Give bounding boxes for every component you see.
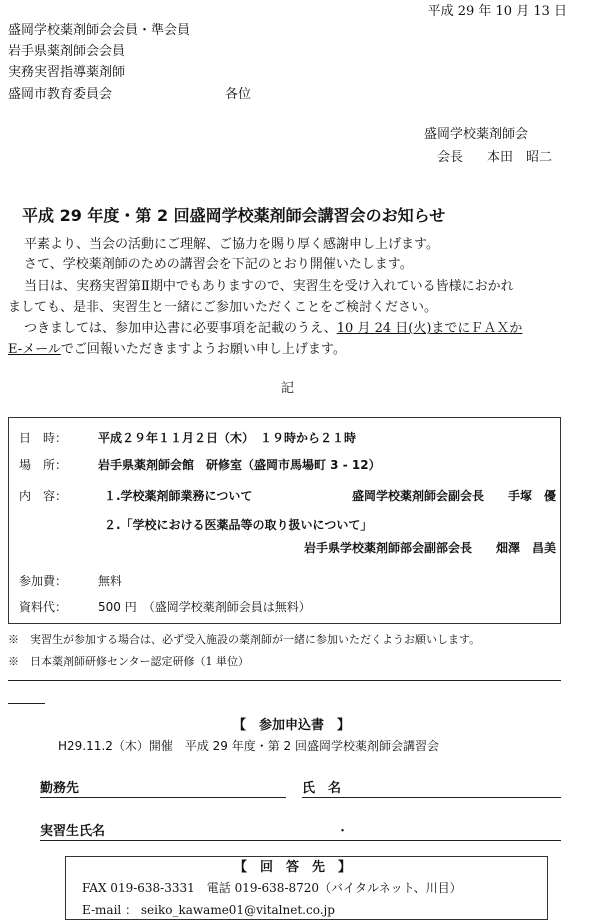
cut-line <box>8 680 561 681</box>
note-line: ※ 日本薬剤師研修センター認定研修（1 単位） <box>8 655 250 668</box>
body-text: つきましては、参加申込書に必要事項を記載のうえ、 <box>24 321 337 336</box>
body-paragraph: 平素より、当会の活動にご理解、ご協力を賜り厚く感謝申し上げます。 <box>24 237 439 252</box>
place-label: 場 所： <box>19 458 68 472</box>
trainee-name-label: 実習生氏名 <box>40 824 106 839</box>
name-label: 氏 名 <box>302 781 342 796</box>
cut-line-end <box>8 703 45 704</box>
sender-organization: 盛岡学校薬剤師会 <box>424 127 529 142</box>
place-value: 岩手県薬剤師会館 研修室（盛岡市馬場町 3 - 12） <box>98 458 381 472</box>
workplace-field[interactable] <box>40 797 286 798</box>
fee-value: 無料 <box>98 574 123 588</box>
content-item-1: １.学校薬剤師業務について <box>104 489 253 503</box>
document-date: 平成 29 年 10 月 13 日 <box>427 4 567 19</box>
reply-fax-line: FAX 019-638-3331 電話 019-638-8720（バイタルネット、川目） <box>82 881 462 895</box>
form-event-line: H29.11.2（木）開催 平成 29 年度・第 2 回盛岡学校薬剤師会講習会 <box>58 739 439 753</box>
sender-name: 本田 昭二 <box>487 150 553 165</box>
form-heading: 【 参加申込書 】 <box>233 718 351 733</box>
reply-heading: 【 回 答 先 】 <box>234 860 352 875</box>
reply-email-line: E-mail ： seiko_kawame01@vitalnet.co.jp <box>82 903 335 917</box>
date-value: 平成２９年１１月２日（木） １９時から２１時 <box>98 431 357 445</box>
document-title: 平成 29 年度・第 2 回盛岡学校薬剤師会講習会のお知らせ <box>22 206 446 225</box>
deadline-text: 10 月 24 日(火)までにＦＡＸか <box>336 321 523 336</box>
body-paragraph: 当日は、実務実習第Ⅱ期中でもありますので、実習生を受け入れている皆様におかれ <box>24 279 514 294</box>
body-paragraph: ましても、是非、実習生と一緒にご参加いただくことをご検討ください。 <box>8 300 438 315</box>
trainee-separator: ・ <box>336 824 350 839</box>
recipient-line: 盛岡学校薬剤師会会員・準会員 <box>8 23 191 38</box>
recipients-suffix: 各位 <box>225 87 252 102</box>
event-details-box <box>8 417 561 624</box>
material-value: 500 円 （盛岡学校薬剤師会員は無料） <box>98 600 311 614</box>
body-paragraph: さて、学校薬剤師のための講習会を下記のとおり開催いたします。 <box>24 257 413 272</box>
body-text: でご回報いただきますようお願い申し上げます。 <box>60 342 346 357</box>
email-method-text: E-メール <box>8 342 61 357</box>
date-label: 日 時： <box>19 431 68 445</box>
material-label: 資料代： <box>19 600 68 614</box>
note-line: ※ 実習生が参加する場合は、必ず受入施設の薬剤師が一緒に参加いただくようお願いします。 <box>8 633 481 646</box>
fee-label: 参加費： <box>19 574 68 588</box>
recipient-line: 盛岡市教育委員会 <box>8 87 113 102</box>
content-item-2: ２.「学校における医薬品等の取り扱いについて」 <box>104 518 373 532</box>
recipient-line: 岩手県薬剤師会会員 <box>8 44 126 59</box>
content-label: 内 容： <box>19 489 68 503</box>
ki-mark: 記 <box>281 381 295 396</box>
body-paragraph <box>8 342 346 358</box>
body-paragraph <box>24 321 522 337</box>
workplace-label: 勤務先 <box>40 781 80 796</box>
trainee-name-field[interactable] <box>40 840 561 841</box>
name-field[interactable] <box>302 797 561 798</box>
reply-contact-box <box>65 856 548 920</box>
sender-title: 会長 <box>437 150 464 165</box>
content-item-1-speaker: 盛岡学校薬剤師会副会長 手塚 優 <box>351 489 556 503</box>
recipient-line: 実務実習指導薬剤師 <box>8 65 126 80</box>
content-item-2-speaker: 岩手県学校薬剤師部会副部会長 畑澤 昌美 <box>303 541 556 555</box>
